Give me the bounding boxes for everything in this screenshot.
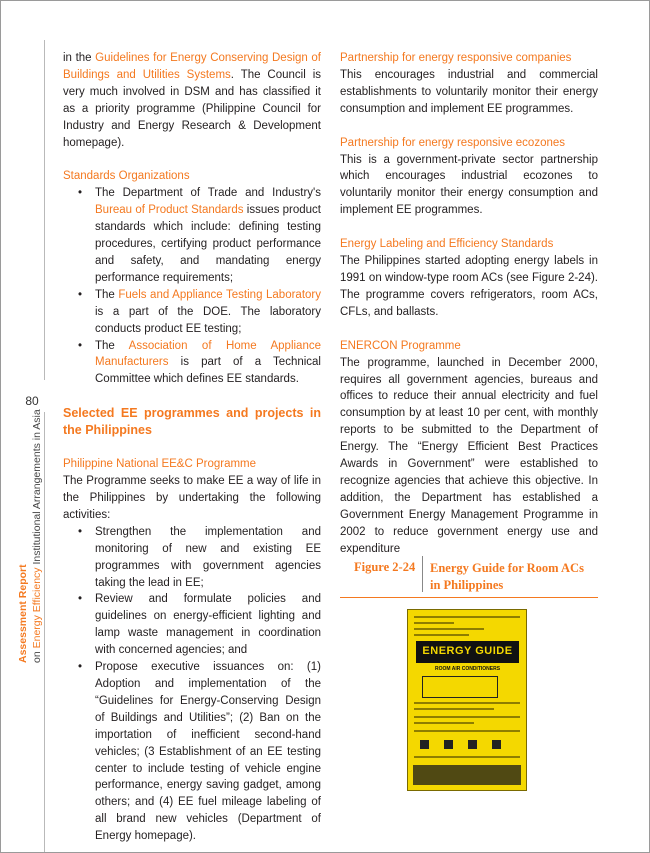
- intro-text-pre: in the: [63, 52, 96, 64]
- margin-rule-top: [44, 40, 45, 380]
- item-text: is part of a Technical Committee which defines EE standards.: [95, 356, 321, 386]
- figure-number: Figure 2-24: [354, 560, 416, 574]
- enercon-text: The programme, launched in December 2000, requires all government agencies, bureaus and offices to reduce their annual electricity and fuel consumption by at least 10 per cent, with monthly reports to be submitted to the Department of Energy. The “Energy Efficient Best Practices Awards in Government” were established to recognize agencies that achieve this objective. In addition, the Department has established a Government Energy Management Programme in 2002 to reduce government energy use and expenditure: [340, 356, 598, 555]
- figure-rule: [340, 597, 598, 598]
- energy-labeling-heading: Energy Labeling and Efficiency Standards: [340, 238, 554, 251]
- label-symbol-icon: [468, 740, 477, 749]
- report-title: Assessment Report: [17, 564, 29, 663]
- item-text: The: [95, 288, 119, 301]
- standards-heading: Standards Organizations: [63, 170, 190, 183]
- partnership-ecozones-text: This is a government-private sector partnership which encourages industrial ecozones to voluntarily monitor their energy consumption and implement EE programmes.: [340, 153, 598, 217]
- list-item: [63, 185, 321, 286]
- report-subtitle-highlight: Energy Efficiency: [31, 567, 43, 649]
- programme-list: [63, 524, 321, 845]
- item-text: The Department of Trade and Industry's: [95, 187, 321, 200]
- report-subtitle-suffix: Institutional Arrangements in Asia: [31, 409, 43, 568]
- label-heading: ENERGY GUIDE: [422, 645, 513, 657]
- figure-caption: [340, 556, 598, 596]
- partnership-companies-heading: Partnership for energy responsive companies: [340, 52, 572, 64]
- item-text: is a part of the DOE. The laboratory conducts product EE testing;: [95, 305, 321, 335]
- label-footer: [413, 765, 521, 785]
- programme-heading: Philippine National EE&C Programme: [63, 458, 257, 471]
- energy-labeling-text: The Philippines started adopting energy labels in 1991 on window-type room ACs (see Figure 2-24). The programme covers refrigerators, room ACs, CFLs, and ballasts.: [340, 255, 598, 318]
- energy-guide-label-image: [407, 609, 527, 791]
- list-item: • Propose executive issuances on: (1) Adoption and implementation of the “Guidelines for Energy-Conserving Design of Buildings and Utilities”; (2) Ban on the importation of inefficient second-hand vehicles; (3 Establishment of an EE testing center to include testing of vehicle engine performance, energy saving gadget, among others; and (4) EE fuel mileage labeling of all brand new vehicles (Department of Energy homepage).: [63, 659, 321, 845]
- fuels-appliance-lab-link[interactable]: Fuels and Appliance Testing Laboratory: [118, 288, 321, 301]
- figure-title: Energy Guide for Room ACs in Philippines: [430, 561, 584, 592]
- label-rating-box: [422, 676, 498, 698]
- item-text: issues product standards which include: defining testing procedures, certifying product performance and safety, and mandating energy performance requirements;: [95, 204, 321, 284]
- label-subheading: ROOM AIR CONDITIONERS: [434, 666, 501, 672]
- list-item: [63, 287, 321, 338]
- intro-text-post: . The Council is very much involved in DSM and has classified it as a priority programme (Philippine Council for Industry and Energy Research & Development homepage).: [63, 68, 322, 149]
- label-symbol-icon: [492, 740, 501, 749]
- standards-list: [63, 185, 321, 388]
- section-title: Selected EE programmes and projects in the Philippines: [63, 406, 321, 438]
- list-item: • Review and formulate policies and guidelines on energy-efficient lighting and lamp waste management in coordination with concerned agencies; and: [63, 591, 321, 659]
- caption-divider: [422, 556, 423, 592]
- running-header-vertical: [16, 409, 44, 663]
- item-text: The: [95, 339, 129, 352]
- partnership-companies-text: This encourages industrial and commercial establishments to voluntarily monitor their energy consumption and implement EE programmes.: [340, 68, 598, 115]
- guidelines-link[interactable]: Guidelines for Energy Conserving Design of Buildings and Utilities Systems: [63, 52, 321, 81]
- page-number: 80: [25, 394, 39, 408]
- programme-intro: The Programme seeks to make EE a way of life in the Philippines by undertaking the following activities:: [63, 475, 321, 521]
- right-column: [340, 50, 598, 557]
- intro-paragraph: [63, 50, 321, 151]
- partnership-ecozones-heading: Partnership for energy responsive ecozones: [340, 136, 566, 149]
- list-item: • Strengthen the implementation and monitoring of new and existing EE programmes with government agencies taking the lead in EE;: [63, 524, 321, 592]
- label-symbol-icon: [444, 740, 453, 749]
- home-appliance-assoc-link[interactable]: Association of Home Appliance Manufacturers: [95, 339, 321, 369]
- margin-rule-bottom: [44, 412, 45, 852]
- list-item: [63, 338, 321, 389]
- left-column: [63, 50, 321, 845]
- label-symbol-icon: [420, 740, 429, 749]
- enercon-heading: ENERCON Programme: [340, 339, 461, 352]
- report-subtitle-prefix: on: [31, 648, 43, 663]
- bureau-product-standards-link[interactable]: Bureau of Product Standards: [95, 204, 244, 217]
